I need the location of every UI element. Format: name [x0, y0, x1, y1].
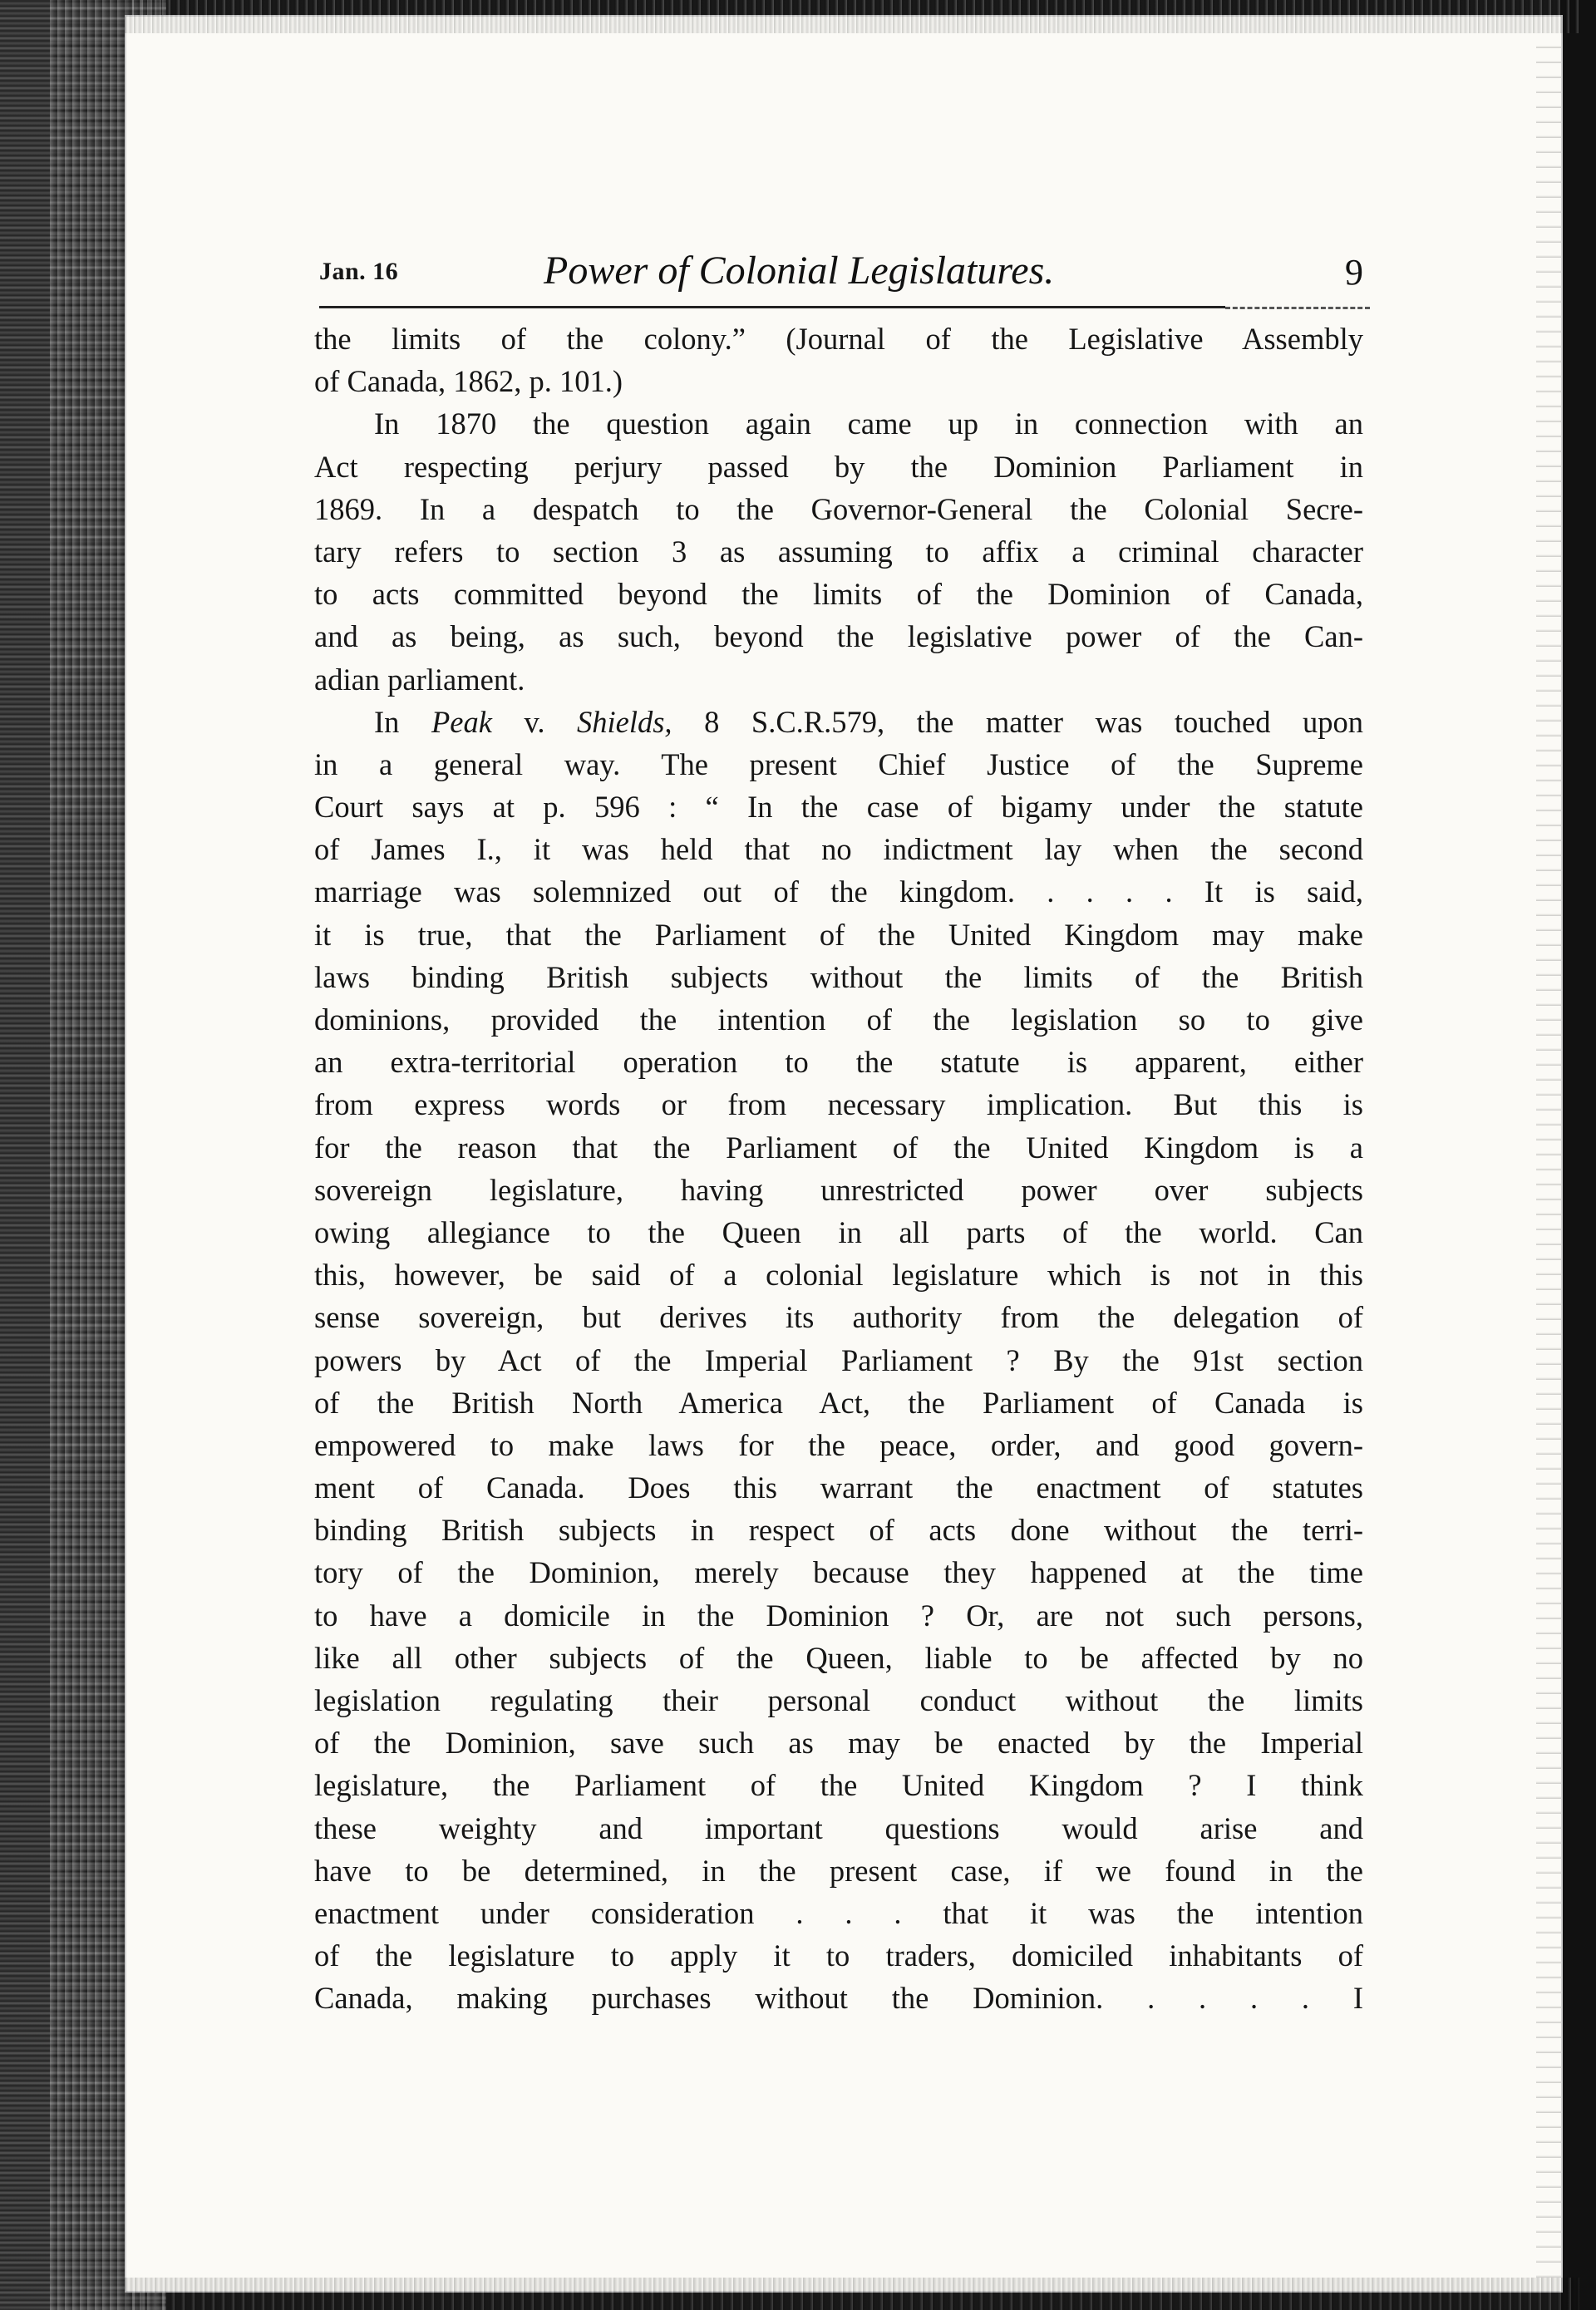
- text-line: the limits of the colony.” (Journal of the Legislative Assembly: [314, 322, 1363, 356]
- text-line: Act respecting perjury passed by the Dominion Parliament in: [314, 449, 1363, 484]
- case-name-italic: Shields,: [577, 704, 672, 739]
- text-line: owing allegiance to the Queen in all parts of the world. Can: [314, 1214, 1363, 1249]
- text-line: legislation regulating their personal conduct without the limits: [314, 1683, 1363, 1717]
- text-line: to have a domicile in the Dominion ? Or, are not such persons,: [314, 1598, 1363, 1633]
- header-rule: [319, 306, 1225, 308]
- text-line: in a general way. The present Chief Justice of the Supreme: [314, 746, 1363, 781]
- case-name-italic: Peak: [431, 704, 492, 739]
- text-line: from express words or from necessary implication. But this is: [314, 1087, 1363, 1122]
- text-fragment: v.: [491, 704, 577, 739]
- page-top-edge: [125, 0, 1579, 33]
- text-fragment: 8 S.C.R.579, the matter was touched upon: [672, 704, 1363, 739]
- text-line: marriage was solemnized out of the kingdom. . . . . It is said,: [314, 874, 1363, 909]
- text-line: of the legislature to apply it to traders, domiciled inhabitants of: [314, 1938, 1363, 1973]
- running-header-title: Power of Colonial Legislatures.: [544, 249, 1055, 293]
- text-line: of James I., it was held that no indictment lay when the second: [314, 832, 1363, 867]
- text-line: powers by Act of the Imperial Parliament ? By the 91st section: [314, 1342, 1363, 1377]
- text-line: empowered to make laws for the peace, order, and good govern-: [314, 1427, 1363, 1462]
- text-line: of the Dominion, save such as may be enacted by the Imperial: [314, 1726, 1363, 1761]
- text-line: 1869. In a despatch to the Governor-General the Colonial Secre-: [314, 491, 1363, 526]
- text-line: it is true, that the Parliament of the United Kingdom may make: [314, 917, 1363, 952]
- text-line: tory of the Dominion, merely because they happened at the time: [314, 1555, 1363, 1590]
- text-line: dominions, provided the intention of the legislation so to give: [314, 1002, 1363, 1037]
- text-fragment: In: [374, 704, 431, 739]
- text-line: sense sovereign, but derives its authority from the delegation of: [314, 1300, 1363, 1335]
- text-line: and as being, as such, beyond the legislative power of the Can-: [314, 619, 1363, 654]
- text-line: sovereign legislature, having unrestricted power over subjects: [314, 1172, 1363, 1207]
- page-bottom-edge: [125, 2278, 1579, 2310]
- text-line: of the British North America Act, the Parliament of Canada is: [314, 1385, 1363, 1420]
- text-line: ment of Canada. Does this warrant the enactment of statutes: [314, 1470, 1363, 1505]
- text-line-case-citation: [314, 701, 1363, 743]
- text-line: like all other subjects of the Queen, liable to be affected by no: [314, 1640, 1363, 1675]
- running-header-date: Jan. 16: [319, 258, 399, 285]
- text-line: tary refers to section 3 as assuming to affix a criminal character: [314, 534, 1363, 569]
- text-line: have to be determined, in the present case, if we found in the: [314, 1853, 1363, 1888]
- text-line: Canada, making purchases without the Dominion. . . . . I: [314, 1981, 1363, 2016]
- text-line: these weighty and important questions would arise and: [314, 1810, 1363, 1845]
- text-line: enactment under consideration . . . that it was the intention: [314, 1895, 1363, 1930]
- text-line: adian parliament.: [314, 662, 525, 697]
- text-line: to acts committed beyond the limits of the Dominion of Canada,: [314, 577, 1363, 612]
- text-line: Court says at p. 596 : “ In the case of bigamy under the statute: [314, 790, 1363, 825]
- page-right-speckle: [1536, 33, 1561, 2278]
- page-body: [314, 318, 1363, 2020]
- text-line: legislature, the Parliament of the United Kingdom ? I think: [314, 1768, 1363, 1803]
- text-line: an extra-territorial operation to the statute is apparent, either: [314, 1045, 1363, 1080]
- text-line: laws binding British subjects without the limits of the British: [314, 959, 1363, 994]
- text-line: this, however, be said of a colonial legislature which is not in this: [314, 1258, 1363, 1293]
- page-number: 9: [1345, 252, 1363, 293]
- running-header: [319, 248, 1370, 301]
- text-line: binding British subjects in respect of acts done without the terri-: [314, 1513, 1363, 1548]
- header-rule-broken: [1225, 307, 1370, 309]
- text-line: In 1870 the question again came up in connection with an: [374, 406, 1363, 441]
- text-line: for the reason that the Parliament of the United Kingdom is a: [314, 1130, 1363, 1165]
- right-scan-edge: [1559, 0, 1596, 2310]
- text-line: of Canada, 1862, p. 101.): [314, 364, 623, 399]
